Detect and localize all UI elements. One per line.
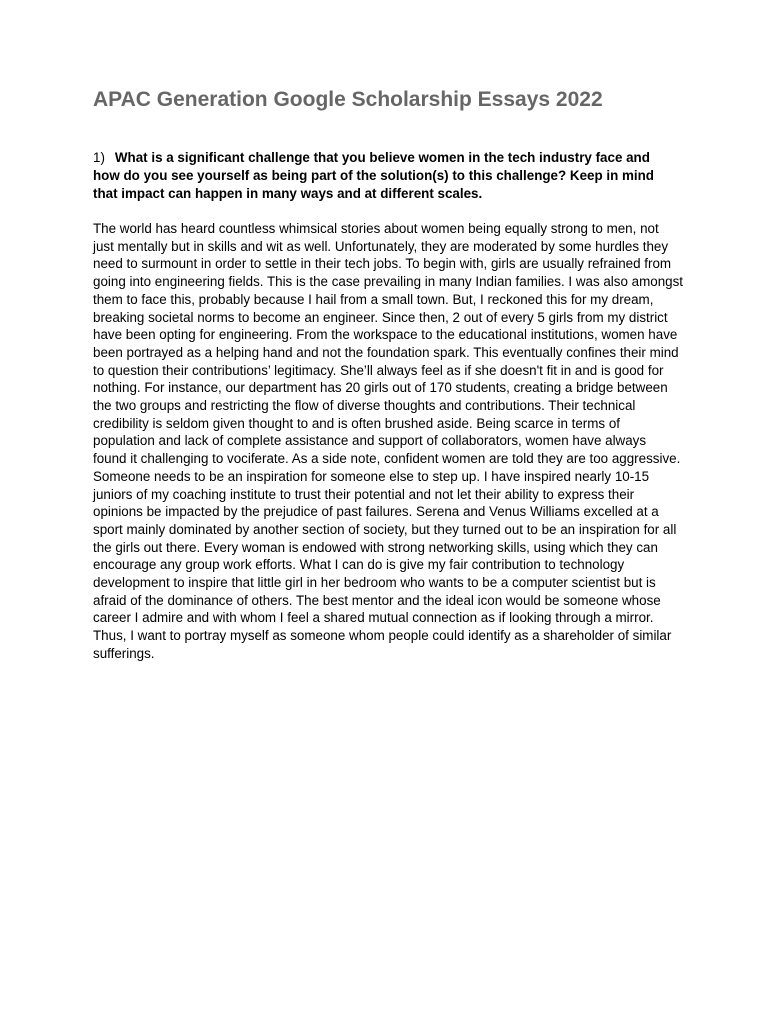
- essay-question: [93, 149, 678, 202]
- essay-paragraph-1: The world has heard countless whimsical stories about women being equally strong to men, not just mentally but in skills and wit as well. Unfortunately, they are moderated by some hurdles they need to surmount in order to settle in their tech jobs. To begin with, girls are usually refrained from going into engineering fields. This is the case prevailing in many Indian families. I was also amongst them to face this, probably because I hail from a small town. But, I reckoned this for my dream, breaking societal norms to become an engineer. Since then, 2 out of every 5 girls from my district have been opting for engineering. From the workspace to the educational institutions, women have been portrayed as a helping hand and not the foundation spark. This eventually confines their mind to question their contributions’ legitimacy. She’ll always feel as if she doesn't fit in and is good for nothing. For instance, our department has 20 girls out of 170 students, creating a bridge between the two groups and restricting the flow of diverse thoughts and contributions. Their technical credibility is seldom given thought to and is often brushed aside. Being scarce in terms of population and lack of complete assistance and support of collaborators, women have always found it challenging to vociferate. As a side note, confident women are told they are too aggressive.: [93, 221, 684, 467]
- document-title: APAC Generation Google Scholarship Essays 2022: [93, 88, 603, 111]
- essay-body: [93, 220, 683, 663]
- question-text: What is a significant challenge that you believe women in the tech industry face and how do you see yourself as being part of the solution(s) to this challenge? Keep in mind that impact can happen in many ways and at different scales.: [93, 150, 654, 201]
- question-number: 1): [93, 150, 105, 165]
- essay-paragraph-2: Someone needs to be an inspiration for someone else to step up. I have inspired nearly 10-15 juniors of my coaching institute to trust their potential and not let their ability to express their opinions be impacted by the prejudice of past failures. Serena and Venus Williams excelled at a sport mainly dominated by another section of society, but they turned out to be an inspiration for all the girls out there. Every woman is endowed with strong networking skills, using which they can encourage any group work efforts. What I can do is give my fair contribution to technology development to inspire that little girl in her bedroom who wants to be a computer scientist but is afraid of the dominance of others. The best mentor and the ideal icon would be someone whose career I admire and with whom I feel a shared mutual connection as if looking through a mirror. Thus, I want to portray myself as someone whom people could identify as a shareholder of similar sufferings.: [93, 468, 677, 661]
